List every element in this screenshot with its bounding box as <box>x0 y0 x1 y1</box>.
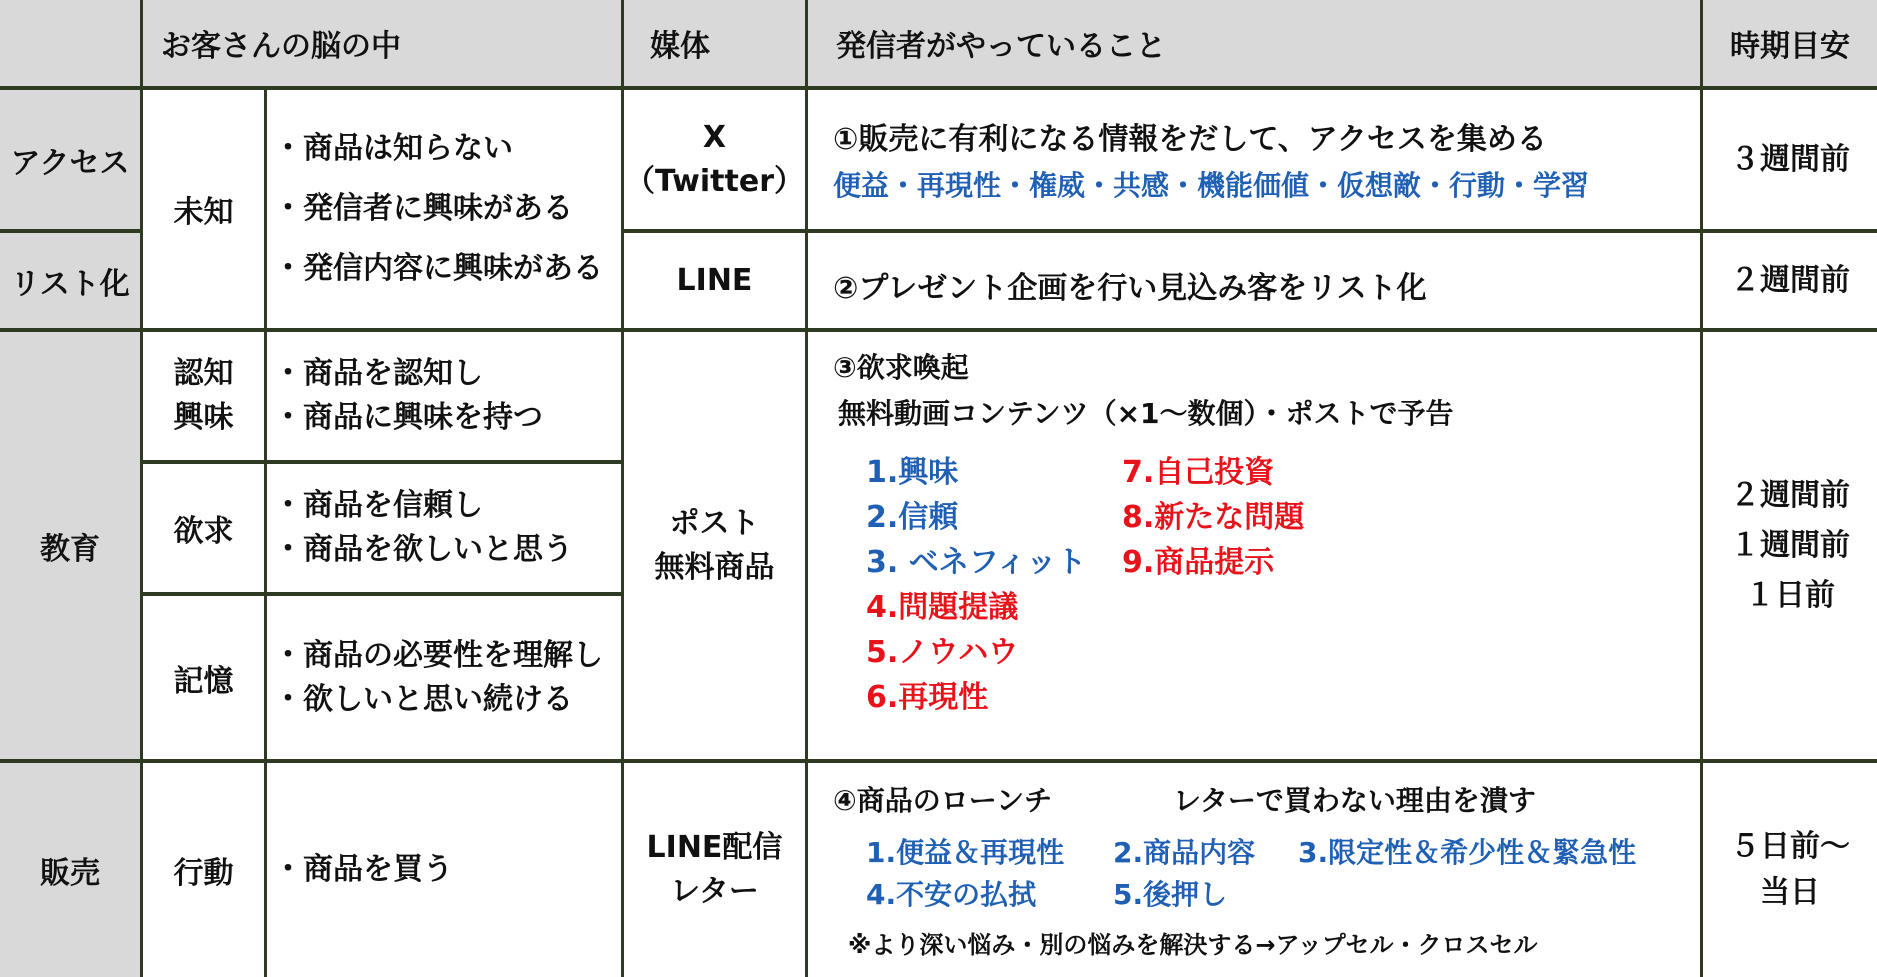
header-corner <box>0 0 140 86</box>
desc-action-1: ・商品を買う <box>273 852 453 887</box>
action-3-title: ③欲求喚起 <box>833 351 969 384</box>
header-brain: お客さんの脳の中 <box>143 0 621 86</box>
state-unknown: 未知 <box>143 90 264 328</box>
action-4-item-2: 2.商品内容 <box>1113 836 1256 869</box>
media-post <box>624 332 805 759</box>
media-post-1: ポスト <box>669 505 760 541</box>
stage-list: リスト化 <box>0 233 140 328</box>
stage-access: アクセス <box>0 90 140 229</box>
desc-recognize <box>267 332 621 460</box>
header-timing: 時期目安 <box>1703 0 1877 86</box>
desc-recognize-2: ・商品に興味を持つ <box>273 400 543 435</box>
action-4-item-1: 1.便益＆再現性 <box>866 836 1065 869</box>
timing-2: ２週間前 <box>1703 233 1877 328</box>
state-recognize-2: 興味 <box>173 400 234 435</box>
timing-3-1: ２週間前 <box>1730 477 1850 513</box>
action-4-item-5: 5.後押し <box>1113 878 1228 911</box>
action-1-sub: 便益・再現性・権威・共感・機能価値・仮想敵・行動・学習 <box>833 169 1590 202</box>
media-post-2: 無料商品 <box>654 549 775 585</box>
action-3-item-3: 3. ベネフィット <box>866 545 1087 580</box>
state-action: 行動 <box>143 763 264 977</box>
media-x-2: （Twitter） <box>625 163 804 199</box>
media-letter-1: LINE配信 <box>646 830 783 865</box>
action-4-item-3: 3.限定性＆希少性＆緊急性 <box>1298 836 1637 869</box>
timing-4 <box>1703 763 1877 977</box>
desc-desire-1: ・商品を信頼し <box>273 488 483 523</box>
desc-desire-2: ・商品を欲しいと思う <box>273 532 573 567</box>
action-3-cell <box>808 332 1700 759</box>
timing-3 <box>1703 332 1877 759</box>
action-3-item-9: 9.商品提示 <box>1122 545 1275 580</box>
header-actions: 発信者がやっていること <box>808 0 1700 86</box>
action-3-item-4: 4.問題提議 <box>866 590 1019 625</box>
action-4-title2: レターで買わない理由を潰す <box>1173 784 1536 817</box>
desc-memory-1: ・商品の必要性を理解し <box>273 637 603 673</box>
desc-unknown-1: ・商品は知らない <box>273 131 513 166</box>
action-1-title: ①販売に有利になる情報をだして、アクセスを集める <box>833 122 1547 157</box>
media-letter <box>624 763 805 977</box>
state-recognize-1: 認知 <box>173 356 234 391</box>
state-desire: 欲求 <box>143 464 264 592</box>
desc-desire <box>267 464 621 592</box>
state-recognize <box>143 332 264 460</box>
timing-3-3: １日前 <box>1745 577 1835 613</box>
timing-3-2: １週間前 <box>1730 527 1850 563</box>
action-2-cell <box>808 233 1700 328</box>
desc-recognize-1: ・商品を認知し <box>273 356 483 391</box>
action-3-item-1: 1.興味 <box>866 455 959 490</box>
desc-unknown-2: ・発信者に興味がある <box>273 191 573 226</box>
stage-sales: 販売 <box>0 763 140 977</box>
media-line: LINE <box>624 233 805 328</box>
header-media: 媒体 <box>624 0 805 86</box>
desc-unknown <box>267 90 621 328</box>
action-3-item-7: 7.自己投資 <box>1122 455 1275 490</box>
action-3-sub: 無料動画コンテンツ（×1〜数個）・ポストで予告 <box>838 397 1454 430</box>
timing-4-1: ５日前〜 <box>1730 829 1850 864</box>
media-x-1: X <box>702 119 727 155</box>
timing-1: ３週間前 <box>1703 90 1877 229</box>
action-2-title: ②プレゼント企画を行い見込み客をリスト化 <box>833 271 1427 306</box>
stage-education: 教育 <box>0 332 140 759</box>
action-3-item-6: 6.再現性 <box>866 680 989 715</box>
state-memory: 記憶 <box>143 596 264 759</box>
desc-unknown-3: ・発信内容に興味がある <box>273 251 603 286</box>
desc-memory-2: ・欲しいと思い続ける <box>273 681 573 717</box>
desc-action <box>267 763 621 977</box>
action-4-item-4: 4.不安の払拭 <box>866 878 1037 911</box>
media-letter-2: レター <box>670 874 759 909</box>
timing-4-2: 当日 <box>1760 875 1820 910</box>
action-4-note: ※より深い悩み・別の悩みを解決する→アップセル・クロスセル <box>848 931 1538 959</box>
action-4-title: ④商品のローンチ <box>833 784 1053 817</box>
media-x <box>624 90 805 229</box>
action-3-item-5: 5.ノウハウ <box>866 635 1019 670</box>
action-3-item-8: 8.新たな問題 <box>1122 500 1305 535</box>
action-4-cell <box>808 763 1700 977</box>
action-1-cell <box>808 90 1700 229</box>
action-3-item-2: 2.信頼 <box>866 500 959 535</box>
desc-memory <box>267 596 621 759</box>
